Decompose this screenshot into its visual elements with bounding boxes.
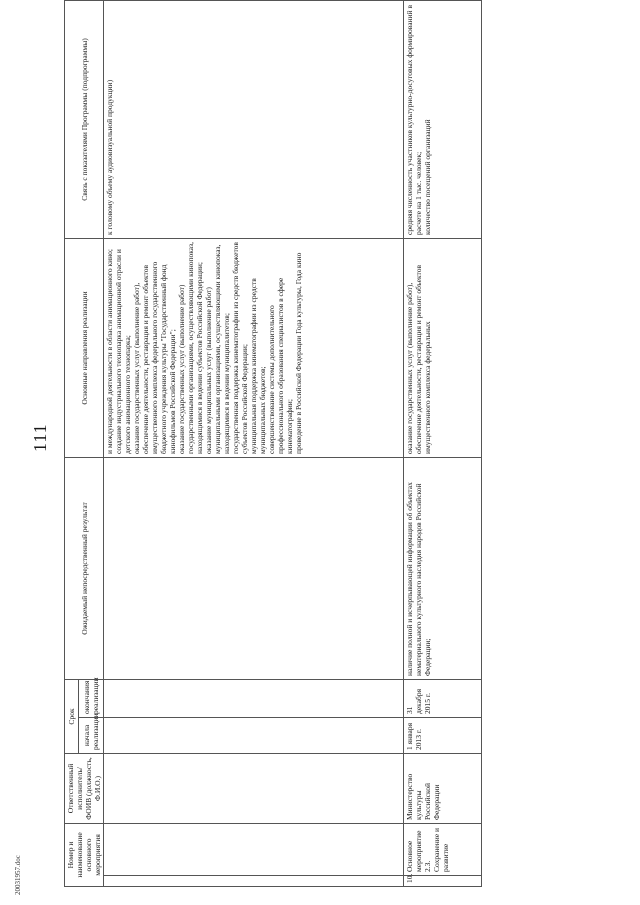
header-number-name: Номер и наименование основного мероприятия <box>65 823 104 886</box>
table-row <box>404 0 482 886</box>
row-name: Основное мероприятие 2.3. Сохранение и развитие <box>404 823 482 875</box>
header-result: Ожидаемый непосредственный результат <box>65 457 104 679</box>
row-start <box>104 717 404 753</box>
row-number: 10. <box>404 876 482 887</box>
header-link: Связь с показателями Программы (подпрограммы) <box>65 0 104 238</box>
row-number <box>104 876 404 887</box>
row-name <box>104 823 404 875</box>
row-result <box>104 457 404 679</box>
row-link: к головому объему аудиовизуальной продукции) <box>104 0 404 238</box>
row-directions: оказание государственных услуг (выполнение работ), обеспечение деятельности, реставрация и ремонт объектов имущественного комплекса федеральных <box>404 238 482 457</box>
header-term-end: окончания реализации <box>79 679 104 717</box>
row-responsible <box>104 753 404 823</box>
row-end: 31 декабря 2015 г. <box>404 679 482 717</box>
header-directions: Основные направления реализации <box>65 238 104 457</box>
row-directions: и международной деятельности в области анимационного кино; создание индустриального технопарка анимационной отрасли и детского анимационного технопарка; оказание государственных услуг (выполнение работ), обеспечение деятельности, реставрация и ремонт объектов имущественного комплекса федерального государственного бюджетного учреждения культуры "Государственный фонд кинофильмов Российской Федерации"; оказание государственных услуг (выполнение работ) государственными организациями, осуществляющими кинопоказ, находящимися в ведении субъектов Российской Федерации; оказание муниципальных услуг (выполнение работ) муниципальными организациями, осуществляющими кинопоказ, находящимися в ведении муниципалитетов; государственная поддержка кинематографии из средств бюджетов субъектов Российской Федерации; муниципальная поддержка кинематографии из средств муниципальных бюджетов; совершенствование системы дополнительного профессионального образования специалистов в сфере кинематографии; проведение в Российской Федерации Года культуры, Года кино <box>104 238 404 457</box>
row-start: 1 января 2013 г. <box>404 717 482 753</box>
header-responsible: Ответственный исполнитель/ ФОИВ (должность, Ф.И.О.) <box>65 753 104 823</box>
row-link: средняя численность участников культурно-досуговых формирований в расчете на 1 тыс. человек; количество посещений организаций <box>404 0 482 238</box>
row-end <box>104 679 404 717</box>
table-row <box>104 0 404 886</box>
header-row-1 <box>65 0 79 886</box>
page-number: 111 <box>30 423 50 452</box>
row-result: наличие полной и исчерпывающей информации об объектах нематериального культурного наследия народов Российской Федерации; <box>404 457 482 679</box>
header-term-start: начала реализации <box>79 717 104 753</box>
footer-filename: 20031957.doc <box>14 855 22 895</box>
program-table <box>64 0 482 887</box>
row-responsible: Министерство культуры Российской Федерации <box>404 753 482 823</box>
header-term: Срок <box>65 679 79 753</box>
